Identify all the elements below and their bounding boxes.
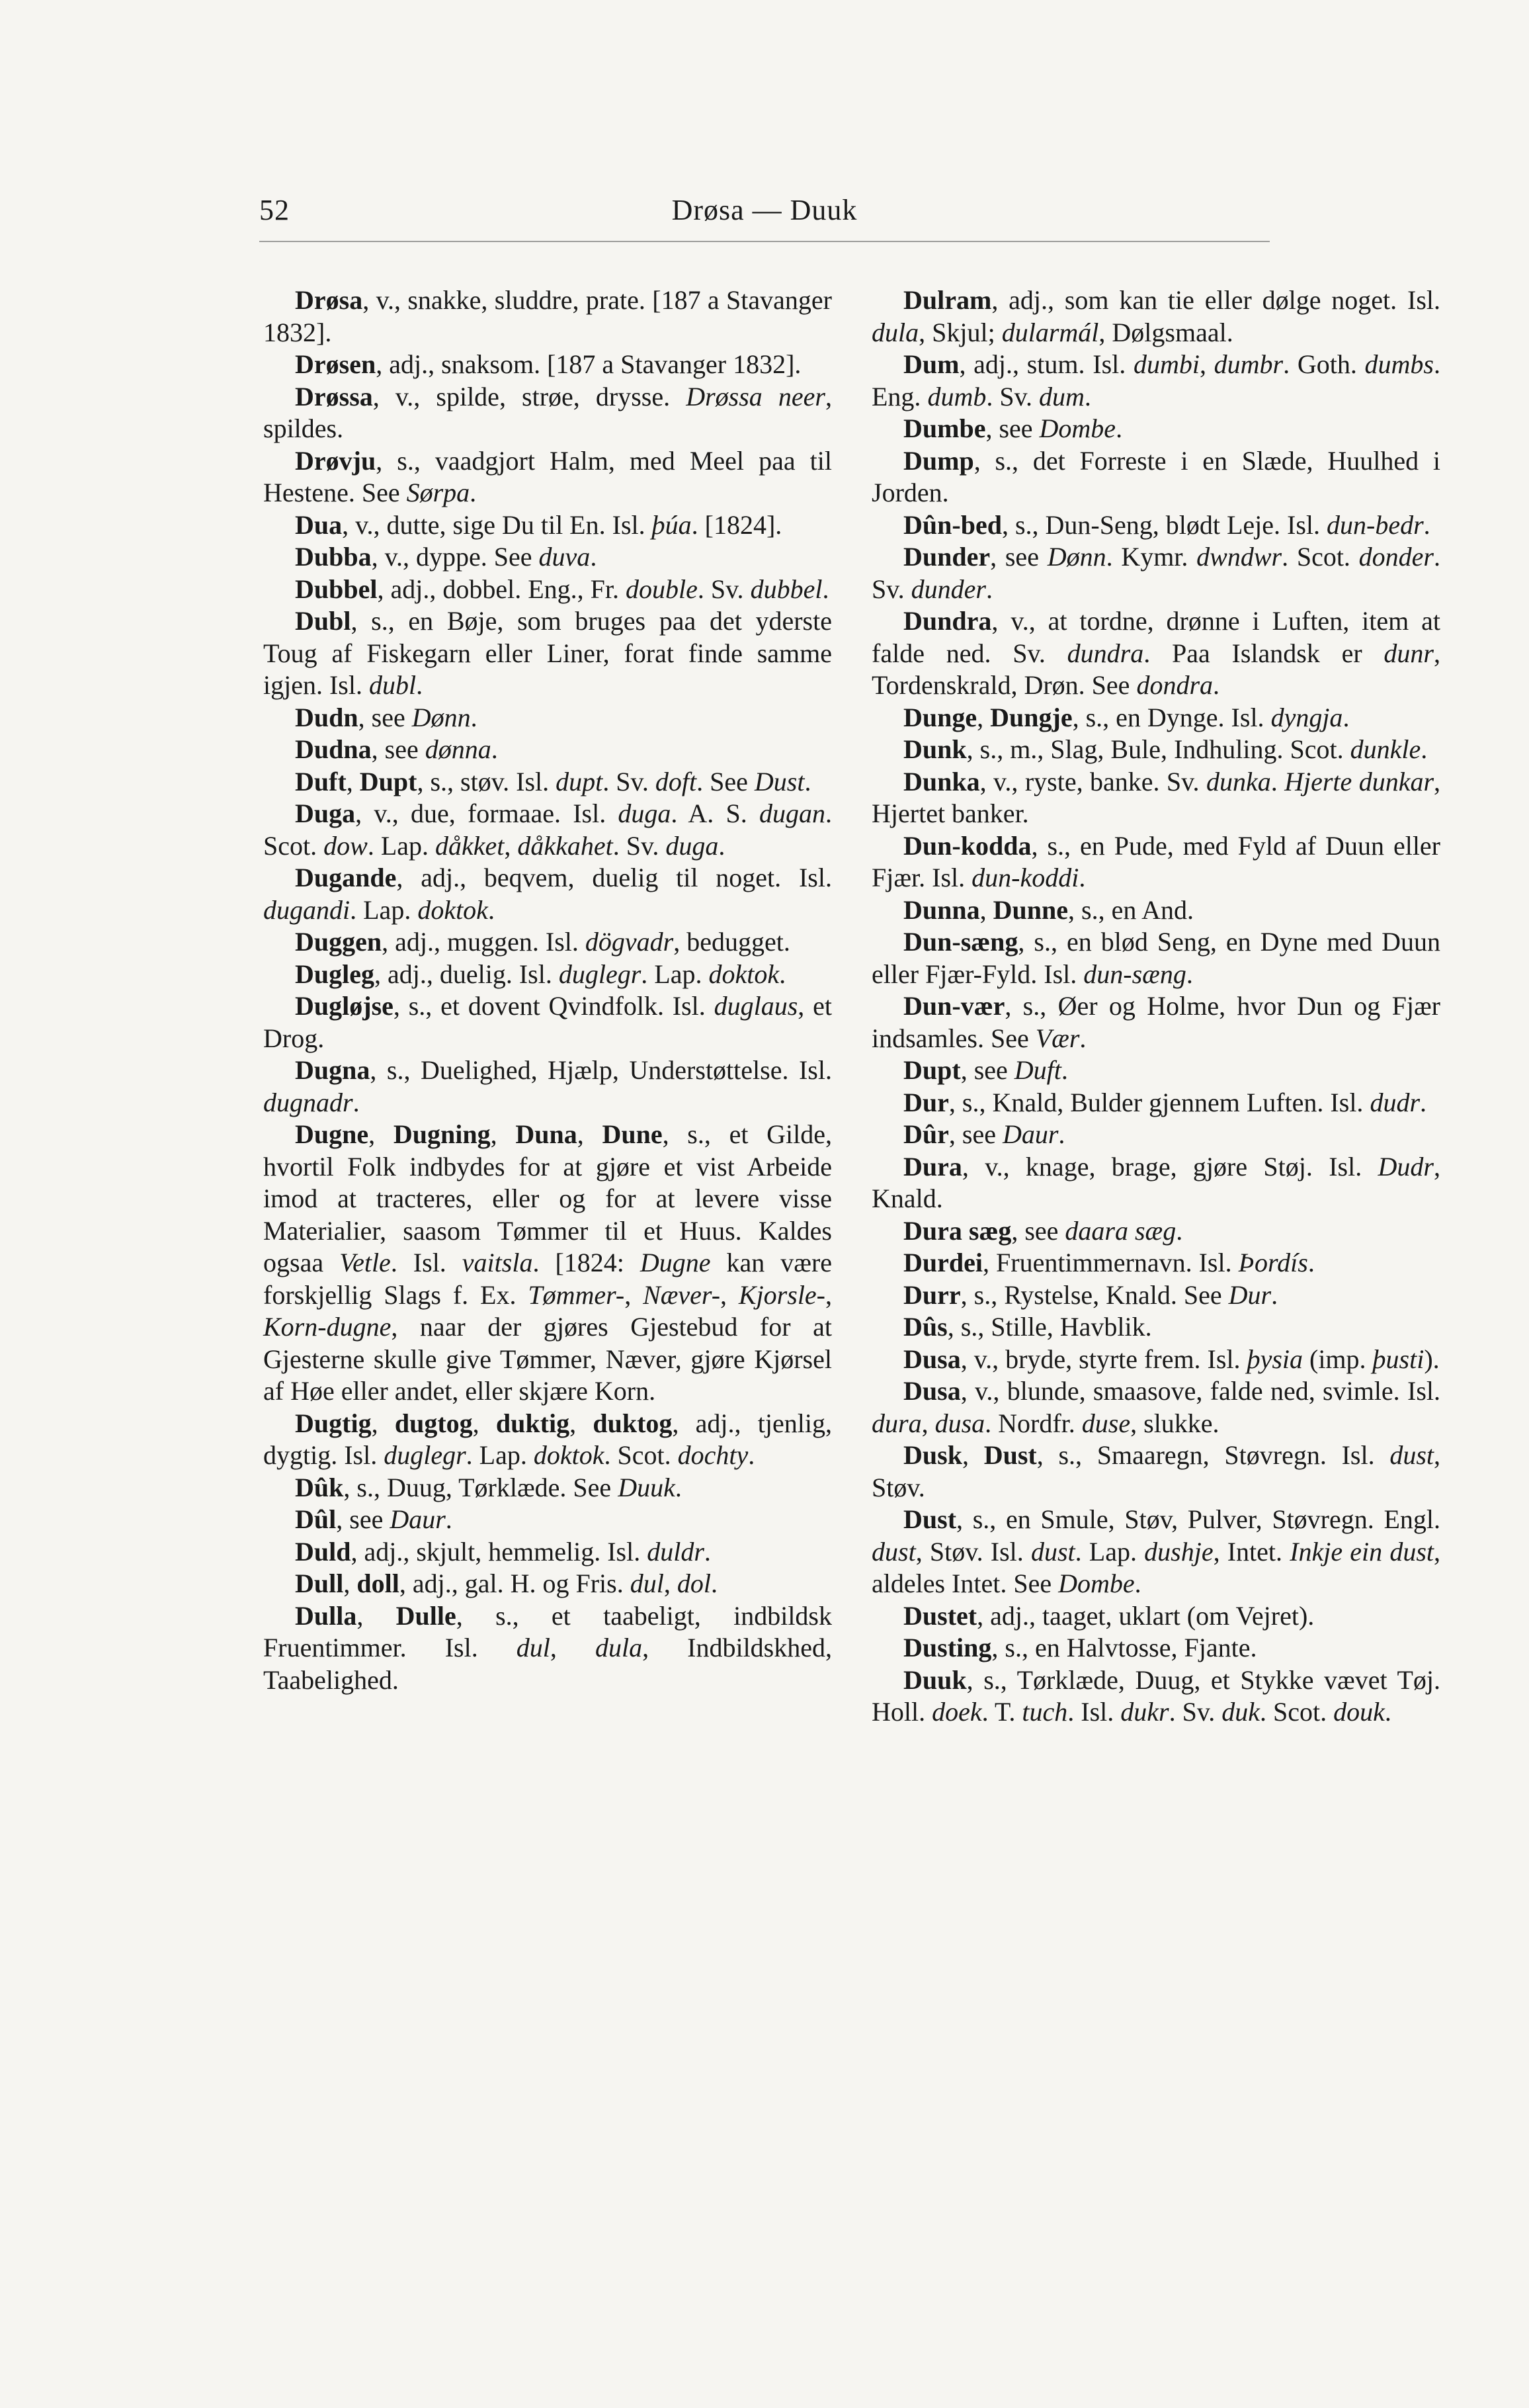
dictionary-entry: Dugande, adj., beqvem, duelig til noget. Isl. dugandi. Lap. doktok. <box>263 863 832 925</box>
entry-cognate: Vær <box>1035 1023 1080 1053</box>
dictionary-entry: Dubba, v., dyppe. See duva. <box>295 542 597 572</box>
entry-cognate: Þordís <box>1238 1248 1308 1277</box>
entry-headword: Dudn <box>295 702 358 732</box>
entry-headword: Duga <box>295 798 356 828</box>
entry-cognate: dyngja <box>1270 702 1343 732</box>
entry-headword: Dubba <box>295 542 372 572</box>
entry-cognate: dumbi <box>1133 349 1200 379</box>
entry-cognate: dushje <box>1144 1536 1214 1567</box>
entry-cognate: duga <box>665 830 719 861</box>
entry-cognate: dögvadr <box>585 927 674 957</box>
entry-headword: Dugning <box>393 1119 491 1149</box>
dictionary-entry: Dun-sæng, s., en blød Seng, en Dyne med Duun eller Fjær-Fyld. Isl. dun-sæng. <box>872 927 1440 989</box>
dictionary-entry: Dunka, v., ryste, banke. Sv. dunka. Hjerte dunkar, Hjertet banker. <box>872 766 1441 828</box>
running-head <box>259 193 1270 233</box>
entry-headword: Dusa <box>903 1376 961 1406</box>
entry-headword: Dundra <box>903 606 992 636</box>
entry-cognate: dun-bedr <box>1327 509 1424 540</box>
entry-headword: doll <box>356 1569 399 1598</box>
entry-headword: Dua <box>295 509 343 540</box>
entry-cognate: Daur <box>1002 1119 1059 1149</box>
header-rule <box>259 241 1270 242</box>
dictionary-entry: Dulram, adj., som kan tie eller dølge noget. Isl. dula, Skjul; dularmál, Dølgsmaal. <box>872 285 1440 347</box>
dictionary-entry: Dull, doll, adj., gal. H. og Fris. dul, dol. <box>295 1569 718 1598</box>
entry-headword: Drøssa <box>295 381 373 411</box>
entry-cognate: dupt <box>556 766 603 796</box>
entry-cognate: Dombe <box>1058 1569 1135 1598</box>
entry-headword: duktog <box>593 1408 673 1438</box>
dictionary-entry: Duga, v., due, formaae. Isl. duga. A. S. dugan. Scot. dow. Lap. dåkket, dåkkahet. Sv. duga. <box>263 798 832 861</box>
dictionary-entry: Dûk, s., Duug, Tørklæde. See Duuk. <box>295 1472 682 1502</box>
entry-headword: Dusa <box>903 1344 961 1374</box>
dictionary-entry: Duft, Dupt, s., støv. Isl. dupt. Sv. doft. See Dust. <box>295 766 811 796</box>
entry-cognate: dugnadr <box>263 1087 353 1117</box>
entry-headword: Dunka <box>903 766 980 796</box>
dictionary-entry: Drøsa, v., snakke, sluddre, prate. [187 a Stavanger 1832]. <box>263 285 832 347</box>
dictionary-entry: Dur, s., Knald, Bulder gjennem Luften. Isl. dudr. <box>903 1087 1427 1117</box>
entry-headword: Dugne <box>295 1119 369 1149</box>
dictionary-entry: Dun-kodda, s., en Pude, med Fyld af Duun eller Fjær. Isl. dun-koddi. <box>872 830 1440 892</box>
entry-cognate: duldr <box>647 1536 704 1567</box>
entry-cognate: dul <box>630 1569 664 1598</box>
entry-cognate: Dombe <box>1039 413 1116 443</box>
entry-cognate: Næver- <box>643 1279 721 1310</box>
entry-cognate: duglaus <box>714 991 798 1021</box>
entry-cognate: dun-koddi <box>971 863 1079 892</box>
dictionary-entry: Dua, v., dutte, sige Du til En. Isl. þúa. [1824]. <box>295 509 782 540</box>
entry-headword: Dungje <box>990 702 1073 732</box>
entry-headword: Dusting <box>903 1633 992 1662</box>
entry-cognate: dumbr <box>1214 349 1284 379</box>
dictionary-entry: Dunk, s., m., Slag, Bule, Indhuling. Scot. dunkle. <box>903 734 1428 764</box>
entry-cognate: duk <box>1221 1697 1260 1727</box>
dictionary-entry: Drøvju, s., vaadgjort Halm, med Meel paa til Hestene. See Sørpa. <box>263 445 832 507</box>
entry-headword: Dunne <box>993 894 1069 925</box>
entry-cognate: dust <box>872 1536 916 1567</box>
left-column <box>263 284 832 1696</box>
entry-cognate: Duuk <box>618 1472 675 1502</box>
entry-headword: Dusk <box>903 1440 962 1470</box>
entry-headword: Drøvju <box>295 445 376 476</box>
dictionary-entry: Dubbel, adj., dobbel. Eng., Fr. double. Sv. dubbel. <box>295 574 829 604</box>
entry-cognate: dwndwr <box>1196 542 1282 572</box>
entry-cognate: dubbel <box>750 574 823 604</box>
entry-headword: Durdei <box>903 1248 983 1277</box>
entry-headword: Dumbe <box>903 413 986 443</box>
entry-headword: Dunge <box>903 702 977 732</box>
entry-headword: Drøsa <box>295 285 363 315</box>
entry-headword: Dugande <box>295 863 397 892</box>
entry-headword: Dur <box>903 1087 949 1117</box>
dictionary-entry: Drøsen, adj., snaksom. [187 a Stavanger 1832]. <box>295 349 802 379</box>
dictionary-entry: Dugne, Dugning, Duna, Dune, s., et Gilde, hvortil Folk indbydes for at gjøre et vist Arbeide imod at tracteres, eller og for at levere visse Materialier, saasom Tømmer til et Huus. Kaldes ogsaa Vetle. Isl. vaitsla. [1824: Dugne kan være forskjellig Slags f. Ex. Tømmer-, Næver-, Kjorsle-, Korn-dugne, naar der gjøres Gjestebud for at Gjesterne skulle give Tømmer, Næver, gjøre Kjørsel af Høe eller andet, eller skjære Korn. <box>263 1119 833 1406</box>
entry-cognate: dunka <box>1206 766 1271 796</box>
entry-cognate: Dønn <box>1047 542 1106 572</box>
dictionary-entry: Dugløjse, s., et dovent Qvindfolk. Isl. duglaus, et Drog. <box>263 991 832 1053</box>
dictionary-entry: Dusting, s., en Halvtosse, Fjante. <box>903 1633 1257 1662</box>
entry-cognate: dun-sæng <box>1083 959 1186 989</box>
entry-headword: Dune <box>602 1119 663 1149</box>
dictionary-entry: Dugleg, adj., duelig. Isl. duglegr. Lap. doktok. <box>295 959 786 989</box>
entry-headword: Dudna <box>295 734 372 764</box>
entry-cognate: Hjerte dunkar <box>1284 766 1434 796</box>
entry-cognate: dunkle <box>1350 734 1421 764</box>
entry-cognate: dularmál <box>1001 317 1099 347</box>
running-title: Drøsa — Duuk <box>671 194 858 226</box>
entry-cognate: dust <box>1030 1536 1075 1567</box>
entry-cognate: duglegr <box>384 1440 466 1470</box>
entry-cognate: dol <box>677 1569 711 1598</box>
entry-headword: Dugløjse <box>295 991 393 1021</box>
entry-headword: Dump <box>903 445 974 476</box>
page-number: 52 <box>259 194 290 226</box>
entry-cognate: dudr <box>1370 1087 1421 1117</box>
entry-cognate: Vetle <box>339 1248 391 1277</box>
entry-cognate: Korn-dugne <box>263 1312 392 1342</box>
dictionary-entry: Dudna, see dønna. <box>295 734 498 764</box>
dictionary-entry: Dundra, v., at tordne, drønne i Luften, item at falde ned. Sv. dundra. Paa Islandsk er dunr, Tordenskrald, Drøn. See dondra. <box>872 606 1440 700</box>
entry-cognate: dow <box>323 830 368 861</box>
entry-cognate: dula <box>872 317 919 347</box>
dictionary-entry: Dunge, Dungje, s., en Dynge. Isl. dyngja. <box>903 702 1350 732</box>
dictionary-entry: Dulla, Dulle, s., et taabeligt, indbildsk Fruentimmer. Isl. dul, dula, Indbildskhed, Taabelighed. <box>263 1600 833 1695</box>
entry-cognate: Dur <box>1228 1279 1272 1310</box>
entry-cognate: dåkket <box>435 830 505 861</box>
dictionary-entry: Dum, adj., stum. Isl. dumbi, dumbr. Goth. dumbs. Eng. dumb. Sv. dum. <box>872 349 1440 411</box>
entry-cognate: Dudr <box>1378 1151 1434 1182</box>
entry-cognate: dukr <box>1120 1697 1169 1727</box>
dictionary-entry: Drøssa, v., spilde, strøe, drysse. Drøssa neer, spildes. <box>263 381 832 443</box>
entry-headword: Dûk <box>295 1472 344 1502</box>
entry-headword: sæg <box>968 1215 1012 1246</box>
entry-cognate: Dugne <box>640 1248 711 1277</box>
entry-headword: Dustet <box>903 1600 977 1631</box>
entry-headword: Dulram <box>903 285 992 315</box>
entry-headword: Dura <box>903 1151 962 1182</box>
entry-cognate: dugandi <box>263 894 351 925</box>
entry-headword: Duld <box>295 1536 351 1567</box>
dictionary-entry: Dugtig, dugtog, duktig, duktog, adj., tjenlig, dygtig. Isl. duglegr. Lap. doktok. Scot. dochty. <box>263 1408 833 1470</box>
entry-cognate: þúa <box>651 509 692 540</box>
dictionary-entry: Dusk, Dust, s., Smaaregn, Støvregn. Isl. dust, Støv. <box>872 1440 1440 1502</box>
dictionary-entry: Durr, s., Rystelse, Knald. See Dur. <box>903 1279 1278 1310</box>
entry-cognate: Duft <box>1014 1055 1061 1085</box>
entry-cognate: dumbs <box>1364 349 1434 379</box>
entry-cognate: vaitsla <box>462 1248 533 1277</box>
dictionary-entry: Dura sæg, see daara sæg. <box>903 1215 1183 1246</box>
entry-headword: Dun-kodda <box>903 830 1032 861</box>
entry-headword: Duuk <box>903 1664 967 1695</box>
entry-cognate: dula <box>595 1633 643 1662</box>
dictionary-entry: Dubl, s., en Bøje, som bruges paa det yderste Toug af Fiskegarn eller Liner, forat finde samme igjen. Isl. dubl. <box>263 606 832 700</box>
entry-cognate: dumb <box>927 381 987 411</box>
entry-headword: Dum <box>903 349 960 379</box>
entry-headword: Dupt <box>359 766 417 796</box>
entry-cognate: donder <box>1358 542 1434 572</box>
entry-headword: Dull <box>295 1569 344 1598</box>
entry-headword: Dûl <box>295 1504 337 1534</box>
entry-cognate: Dønn <box>411 702 471 732</box>
entry-headword: Dupt <box>903 1055 961 1085</box>
entry-headword: Dulla <box>295 1600 357 1631</box>
dictionary-entry: Dust, s., en Smule, Støv, Pulver, Støvregn. Engl. dust, Støv. Isl. dust. Lap. dushje, Intet. Inkje ein dust, aldeles Intet. See Dombe. <box>872 1504 1441 1598</box>
entry-cognate: dum <box>1038 381 1085 411</box>
entry-headword: Dunder <box>903 542 991 572</box>
entry-headword: duktig <box>495 1408 570 1438</box>
entry-cognate: dura <box>872 1408 922 1438</box>
dictionary-entry: Durdei, Fruentimmernavn. Isl. Þordís. <box>903 1248 1315 1277</box>
dictionary-entry: Dura, v., knage, brage, gjøre Støj. Isl. Dudr, Knald. <box>872 1151 1440 1213</box>
entry-headword: Dunna <box>903 894 980 925</box>
entry-cognate: duglegr <box>558 959 641 989</box>
entry-headword: Dûr <box>903 1119 949 1149</box>
entry-cognate: dåkkahet <box>517 830 613 861</box>
entry-cognate: duva <box>538 542 591 572</box>
entry-headword: Dun-sæng <box>903 927 1018 957</box>
dictionary-entry: Dupt, see Duft. <box>903 1055 1068 1085</box>
entry-headword: Dura <box>903 1215 962 1246</box>
entry-headword: Duggen <box>295 927 382 957</box>
entry-headword: Dugleg <box>295 959 374 989</box>
dictionary-entry: Dûs, s., Stille, Havblik. <box>903 1312 1152 1342</box>
dictionary-entry: Dusa, v., blunde, smaasove, falde ned, svimle. Isl. dura, dusa. Nordfr. duse, slukke. <box>872 1376 1440 1438</box>
entry-cognate: dul <box>516 1633 550 1662</box>
entry-cognate: dondra <box>1136 670 1214 700</box>
entry-cognate: Tømmer- <box>528 1279 625 1310</box>
entry-cognate: þusti <box>1372 1344 1425 1374</box>
dictionary-entry: Dumbe, see Dombe. <box>903 413 1123 443</box>
dictionary-entry: Dugna, s., Duelighed, Hjælp, Understøttelse. Isl. dugnadr. <box>263 1055 832 1117</box>
entry-cognate: dusa <box>934 1408 985 1438</box>
dictionary-entry: Dûn-bed, s., Dun-Seng, blødt Leje. Isl. dun-bedr. <box>903 509 1430 540</box>
right-column <box>872 284 1440 1729</box>
dictionary-entry: Dunder, see Dønn. Kymr. dwndwr. Scot. donder. Sv. dunder. <box>872 542 1440 604</box>
entry-headword: Dubl <box>295 606 351 636</box>
entry-cognate: doktok <box>417 894 488 925</box>
dictionary-entry: Dun-vær, s., Øer og Holme, hvor Dun og Fjær indsamles. See Vær. <box>872 991 1440 1053</box>
entry-cognate: tuch <box>1022 1697 1068 1727</box>
entry-headword: dugtog <box>394 1408 473 1438</box>
entry-cognate: douk <box>1333 1697 1385 1727</box>
entry-headword: Dulle <box>395 1600 456 1631</box>
entry-cognate: dønna <box>425 734 491 764</box>
entry-headword: Dust <box>983 1440 1037 1470</box>
dictionary-entry: Duggen, adj., muggen. Isl. dögvadr, bedugget. <box>295 927 790 957</box>
entry-cognate: dust <box>1389 1440 1434 1470</box>
entry-headword: Dugna <box>295 1055 370 1085</box>
dictionary-entry: Dudn, see Dønn. <box>295 702 477 732</box>
entry-cognate: duse <box>1081 1408 1131 1438</box>
dictionary-entry: Dûl, see Daur. <box>295 1504 452 1534</box>
entry-headword: Dun-vær <box>903 991 1005 1021</box>
entry-cognate: Dust <box>754 766 805 796</box>
entry-cognate: doft <box>655 766 697 796</box>
entry-cognate: doktok <box>708 959 780 989</box>
entry-headword: Dunk <box>903 734 967 764</box>
entry-cognate: þysia <box>1247 1344 1303 1374</box>
entry-cognate: doek <box>932 1697 982 1727</box>
entry-headword: Duft <box>295 766 347 796</box>
entry-cognate: dubl <box>368 670 417 700</box>
entry-cognate: doktok <box>533 1440 604 1470</box>
dictionary-entry: Duld, adj., skjult, hemmelig. Isl. duldr. <box>295 1536 711 1567</box>
entry-headword: Dûn-bed <box>903 509 1002 540</box>
dictionary-entry: Dustet, adj., taaget, uklart (om Vejret). <box>903 1600 1315 1631</box>
entry-cognate: daara sæg <box>1065 1215 1177 1246</box>
entry-cognate: dundra <box>1067 638 1144 668</box>
dictionary-entry: Dunna, Dunne, s., en And. <box>903 894 1194 925</box>
entry-cognate: Kjorsle- <box>738 1279 826 1310</box>
entry-cognate: dunr <box>1384 638 1434 668</box>
entry-cognate: Sørpa <box>406 478 470 507</box>
entry-headword: Dûs <box>903 1312 948 1342</box>
entry-cognate: Daur <box>390 1504 446 1534</box>
entry-headword: Dubbel <box>295 574 378 604</box>
entry-headword: Dust <box>903 1504 957 1534</box>
entry-headword: Duna <box>515 1119 577 1149</box>
entry-cognate: dugan <box>759 798 825 828</box>
entry-cognate: dunder <box>911 574 986 604</box>
dictionary-entry: Dûr, see Daur. <box>903 1119 1065 1149</box>
entry-cognate: Inkje ein dust <box>1290 1536 1434 1567</box>
entry-cognate: double <box>626 574 698 604</box>
entry-headword: Durr <box>903 1279 961 1310</box>
entry-cognate: dochty <box>677 1440 749 1470</box>
entry-headword: Dugtig <box>295 1408 372 1438</box>
entry-headword: Drøsen <box>295 349 376 379</box>
dictionary-entry: Dusa, v., bryde, styrte frem. Isl. þysia (imp. þusti). <box>903 1344 1440 1374</box>
dictionary-entry: Duuk, s., Tørklæde, Duug, et Stykke vævet Tøj. Holl. doek. T. tuch. Isl. dukr. Sv. duk. Scot. douk. <box>872 1664 1440 1727</box>
entry-cognate: duga <box>618 798 671 828</box>
entry-cognate: Drøssa neer <box>686 381 825 411</box>
dictionary-entry: Dump, s., det Forreste i en Slæde, Huulhed i Jorden. <box>872 445 1440 507</box>
